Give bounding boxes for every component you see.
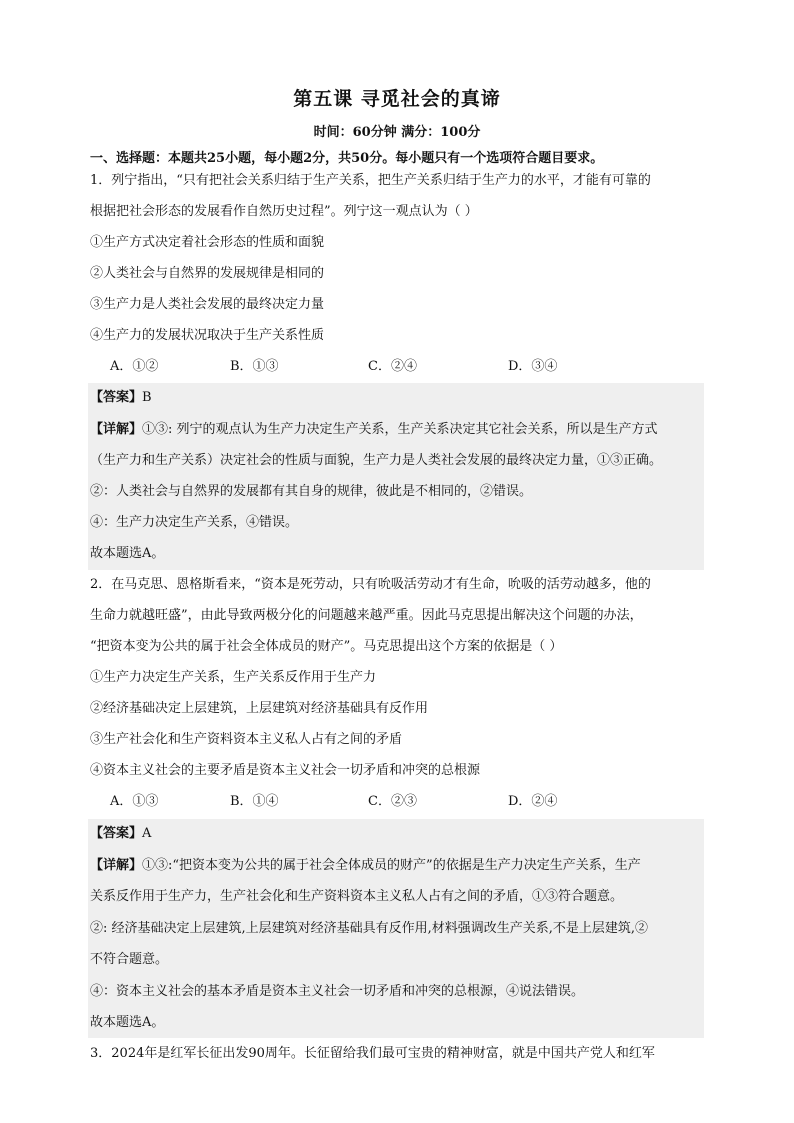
- detail-text: ①③:“把资本变为公共的属于社会全体成员的财产”的依据是生产力决定生产关系，生产: [142, 858, 641, 873]
- q2-item: ③生产社会化和生产资料资本主义私人占有之间的矛盾: [90, 732, 403, 747]
- q1-detail-line: [90, 421, 658, 439]
- q1-conclusion: 故本题选A。: [90, 546, 165, 561]
- q1-stem-line: 1．列宁指出，“只有把社会关系归结于生产关系，把生产关系归结于生产力的水平，才能有可靠的: [90, 173, 651, 188]
- q2-conclusion: 故本题选A。: [90, 1015, 165, 1030]
- answer-value: B: [142, 390, 152, 405]
- q1-answer-panel: [88, 383, 704, 570]
- q1-item: ①生产方式决定着社会形态的性质和面貌: [90, 235, 325, 250]
- detail-text: ①③: 列宁的观点认为生产力决定生产关系，生产关系决定其它社会关系，所以是生产方式: [142, 422, 658, 437]
- q1-option-a: A．①②: [110, 359, 159, 374]
- q1-item: ②人类社会与自然界的发展规律是相同的: [90, 266, 325, 281]
- section-heading: 一、选择题：本题共25小题，每小题2分，共50分。每小题只有一个选项符合题目要求。: [90, 151, 604, 166]
- q1-detail-line: （生产力和生产关系）决定社会的性质与面貌，生产力是人类社会发展的最终决定力量，①③正确。: [90, 453, 663, 468]
- q2-option-d: D．②④: [508, 794, 558, 809]
- answer-label: 【答案】: [90, 826, 143, 841]
- q2-answer: [90, 825, 151, 843]
- q1-detail-line: ②：人类社会与自然界的发展都有其自身的规律，彼此是不相同的，②错误。: [90, 484, 533, 499]
- q2-stem-line: 2．在马克思、恩格斯看来，“资本是死劳动，只有吮吸活劳动才有生命，吮吸的活劳动越多，他的: [90, 577, 651, 592]
- q3-stem-line: 3．2024年是红军长征出发90周年。长征留给我们最可宝贵的精神财富，就是中国共产党人和红军: [90, 1046, 655, 1061]
- q2-option-a: A．①③: [110, 794, 159, 809]
- q2-option-b: B．①④: [230, 794, 279, 809]
- q1-item: ④生产力的发展状况取决于生产关系性质: [90, 328, 325, 343]
- q2-detail-line: 关系反作用于生产力，生产社会化和生产资料资本主义私人占有之间的矛盾，①③符合题意。: [90, 889, 624, 904]
- q2-option-c: C．②③: [368, 794, 417, 809]
- q1-option-d: D．③④: [508, 359, 558, 374]
- q2-detail-line: 不符合题意。: [90, 952, 169, 967]
- q2-item: ④资本主义社会的主要矛盾是资本主义社会一切矛盾和冲突的总根源: [90, 763, 481, 778]
- q1-detail-line: ④：生产力决定生产关系，④错误。: [90, 515, 299, 530]
- exam-time-score: 时间：60分钟 满分：100分: [313, 125, 481, 140]
- q2-item: ②经济基础决定上层建筑，上层建筑对经济基础具有反作用: [90, 701, 429, 716]
- q1-item: ③生产力是人类社会发展的最终决定力量: [90, 297, 325, 312]
- q2-stem-line: “把资本变为公共的属于社会全体成员的财产”。马克思提出这个方案的依据是（ ）: [90, 639, 563, 654]
- page-title: 第五课 寻觅社会的真谛: [293, 88, 501, 110]
- q2-detail-line: ②: 经济基础决定上层建筑,上层建筑对经济基础具有反作用,材料强调改生产关系,不是上层建筑,②: [90, 921, 649, 936]
- q1-option-c: C．②④: [368, 359, 417, 374]
- detail-label: 【详解】: [90, 422, 143, 437]
- answer-value: A: [142, 826, 152, 841]
- q2-detail-line: [90, 857, 641, 875]
- q1-option-b: B．①③: [230, 359, 279, 374]
- answer-label: 【答案】: [90, 390, 143, 405]
- q2-detail-line: ④：资本主义社会的基本矛盾是资本主义社会一切矛盾和冲突的总根源，④说法错误。: [90, 984, 585, 999]
- q2-item: ①生产力决定生产关系，生产关系反作用于生产力: [90, 670, 377, 685]
- q2-stem-line: 生命力就越旺盛”，由此导致两极分化的问题越来越严重。因此马克思提出解决这个问题的办法，: [90, 608, 643, 623]
- q1-answer: [90, 389, 152, 407]
- q1-stem-line: 根据把社会形态的发展看作自然历史过程”。列宁这一观点认为（ ）: [90, 204, 478, 219]
- detail-label: 【详解】: [90, 858, 143, 873]
